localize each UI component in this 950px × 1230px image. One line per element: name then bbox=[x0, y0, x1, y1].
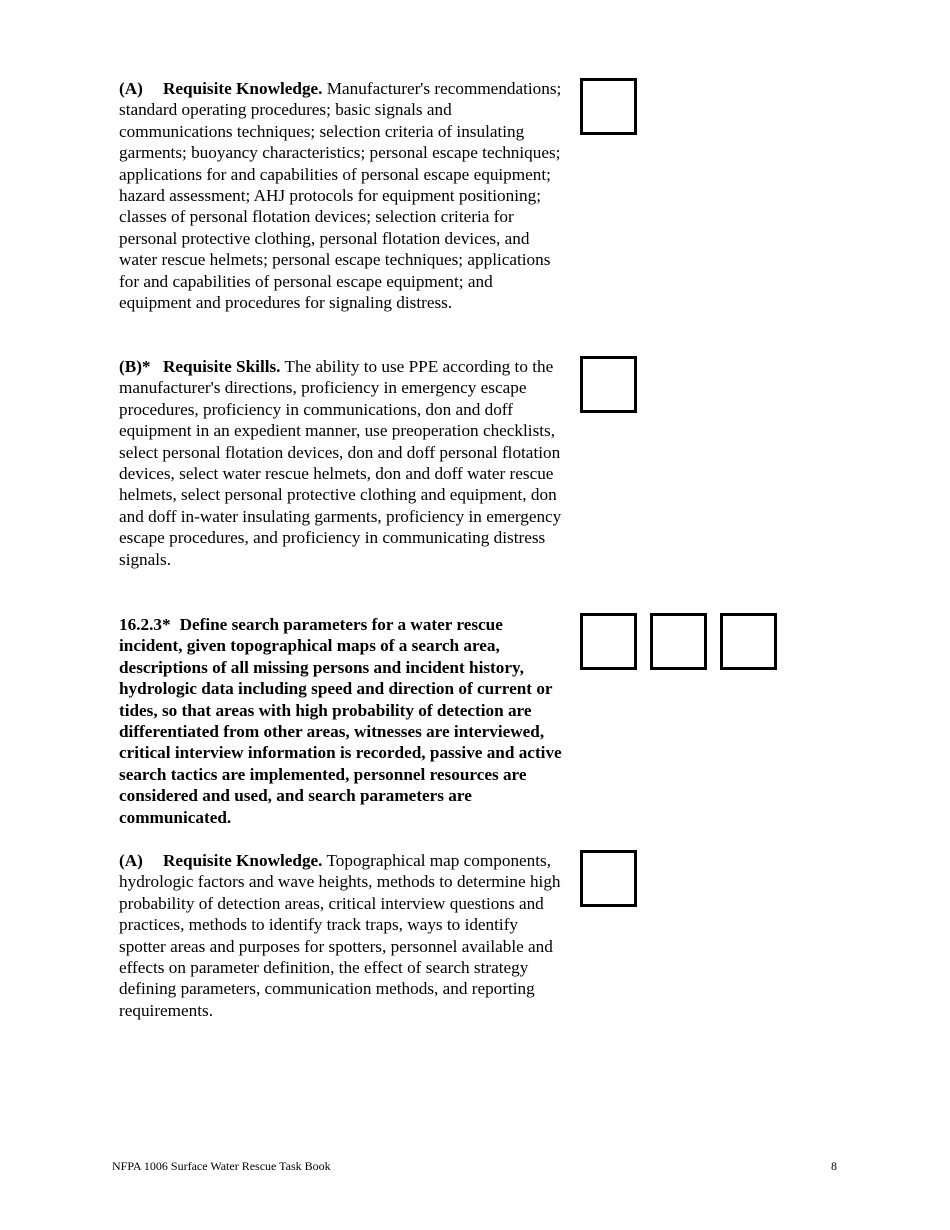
requisite-knowledge-section bbox=[119, 850, 569, 1021]
section-body: The ability to use PPE according to the manufacturer's directions, proficiency in emergency escape procedures, proficiency in communications, don and doff equipment in an expedient manner, use preoperation checklists, select personal flotation devices, don and doff personal flotation devices, select water rescue helmets, don and doff water rescue helmets, select personal protective clothing and equipment, don and doff in-water insulating garments, proficiency in emergency escape procedures, and proficiency in communicating distress signals. bbox=[119, 357, 562, 569]
signoff-checkbox-2[interactable] bbox=[650, 613, 707, 670]
section-heading: Requisite Knowledge. bbox=[163, 851, 323, 870]
page-number: 8 bbox=[831, 1159, 837, 1173]
signoff-checkbox[interactable] bbox=[580, 850, 637, 907]
signoff-checkbox-3[interactable] bbox=[720, 613, 777, 670]
section-label: (A) bbox=[119, 79, 143, 98]
signoff-checkbox[interactable] bbox=[580, 78, 637, 135]
jpr-16-2-3-section bbox=[119, 614, 569, 828]
signoff-checkbox[interactable] bbox=[580, 356, 637, 413]
section-heading: Requisite Knowledge. bbox=[163, 79, 323, 98]
section-heading: Requisite Skills. bbox=[163, 357, 281, 376]
section-body: Manufacturer's recommendations; standard operating procedures; basic signals and communications techniques; selection criteria of insulating garments; buoyancy characteristics; personal escape techniques; applications for and capabilities of personal escape equipment; hazard assessment; AHJ protocols for equipment positioning; classes of personal flotation devices; selection criteria for personal protective clothing, personal flotation devices, and water rescue helmets; personal escape techniques; applications for and capabilities of personal escape equipment; and equipment and procedures for signaling distress. bbox=[119, 79, 562, 313]
section-body: Define search parameters for a water rescue incident, given topographical maps of a search area, descriptions of all missing persons and incident history, hydrologic data including speed and direction of current or tides, so that areas with high probability of detection are differentiated from other areas, witnesses are interviewed, critical interview information is recorded, passive and active search tactics are implemented, personnel resources are considered and used, and search parameters are communicated. bbox=[119, 615, 562, 827]
requisite-knowledge-section bbox=[119, 78, 569, 313]
section-body: Topographical map components, hydrologic factors and wave heights, methods to determine high probability of detection areas, critical interview questions and practices, methods to identify track traps, ways to identify spotter areas and purposes for spotters, personnel available and effects on parameter definition, the effect of search strategy defining parameters, communication methods, and reporting requirements. bbox=[119, 851, 561, 1020]
footer-title: NFPA 1006 Surface Water Rescue Task Book bbox=[112, 1159, 331, 1173]
section-label: (B)* bbox=[119, 357, 151, 376]
requisite-skills-section bbox=[119, 356, 569, 570]
section-label: (A) bbox=[119, 851, 143, 870]
signoff-checkbox-1[interactable] bbox=[580, 613, 637, 670]
section-label: 16.2.3* bbox=[119, 615, 171, 634]
